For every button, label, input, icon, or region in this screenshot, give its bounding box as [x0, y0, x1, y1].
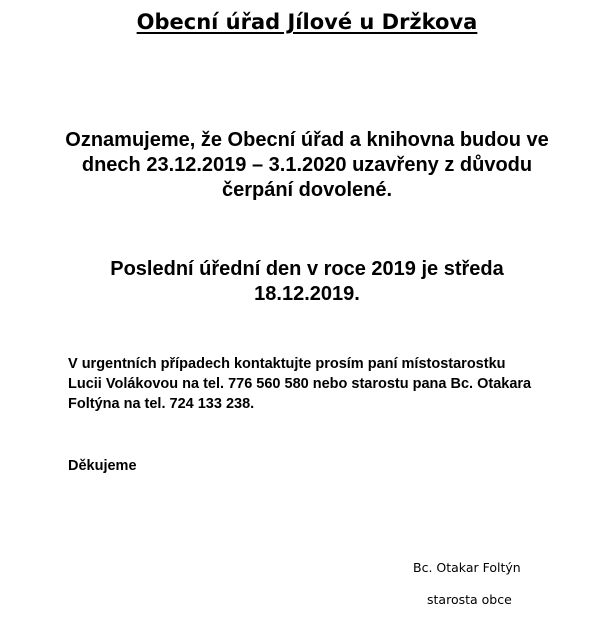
- announcement-line: Oznamujeme, že Obecní úřad a knihovna budou ve: [65, 129, 549, 151]
- urgent-line: Foltýna na tel. 724 133 238.: [68, 396, 255, 412]
- urgent-contact-paragraph: [68, 354, 568, 414]
- signature-role: starosta obce: [427, 592, 512, 607]
- last-day-line: Poslední úřední den v roce 2019 je středa: [110, 258, 504, 280]
- urgent-line: V urgentních případech kontaktujte prosím paní místostarostku: [68, 356, 506, 372]
- thanks-text: Děkujeme: [68, 458, 137, 474]
- announcement-line: čerpání dovolené.: [221, 179, 393, 201]
- page-title: Obecní úřad Jílové u Držkova: [136, 10, 478, 34]
- announcement-line: dnech 23.12.2019 – 3.1.2020 uzavřeny z důvodu: [81, 154, 533, 176]
- urgent-line: Lucii Volákovou na tel. 776 560 580 nebo starostu pana Bc. Otakara: [68, 376, 532, 392]
- closure-announcement: [50, 128, 564, 203]
- signature-name: Bc. Otakar Foltýn: [413, 560, 521, 575]
- last-office-day: [50, 257, 564, 307]
- last-day-line: 18.12.2019.: [254, 283, 360, 305]
